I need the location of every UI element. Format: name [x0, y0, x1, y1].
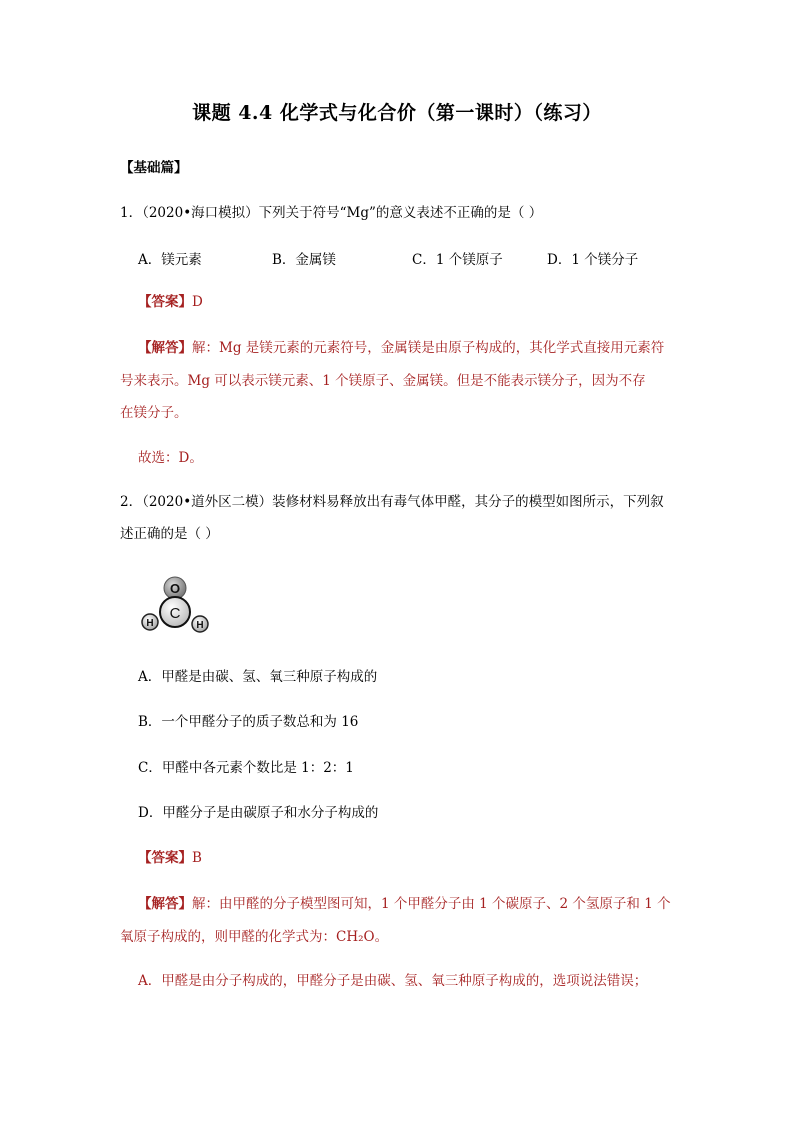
section-heading: 【基础篇】 [120, 160, 188, 176]
q2-analysis-label: 【解答】 [138, 896, 192, 912]
q1-stem: 1．（2020•海口模拟）下列关于符号“Mg”的意义表述不正确的是（ ） [120, 205, 543, 221]
oxygen-atom [164, 577, 186, 599]
page-title: 课题 4.4 化学式与化合价（第一课时）（练习） [192, 102, 602, 124]
q1-answer-value: D [192, 294, 203, 310]
hydrogen-right-label: H [196, 620, 204, 631]
q1-analysis-line-2: 号来表示。Mg 可以表示镁元素、1 个镁原子、金属镁。但是不能表示镁分子，因为不存 [120, 373, 646, 389]
q2-option-b: B．一个甲醛分子的质子数总和为 16 [138, 714, 359, 730]
q2-option-a-analysis: A．甲醛是由分子构成的，甲醛分子是由碳、氢、氧三种原子构成的，选项说法错误； [138, 973, 648, 989]
carbon-atom [160, 597, 190, 627]
q1-analysis-label: 【解答】 [138, 340, 192, 356]
q1-answer [138, 292, 203, 312]
q2-analysis-line-1 [138, 894, 671, 914]
q2-answer-label: 【答案】 [138, 850, 192, 866]
hydrogen-atom-left [142, 614, 158, 630]
formaldehyde-molecule-image [140, 574, 212, 636]
q2-answer [138, 848, 202, 868]
q2-option-a: A．甲醛是由碳、氢、氧三种原子构成的 [138, 669, 378, 685]
q2-option-d: D．甲醛分子是由碳原子和水分子构成的 [138, 805, 379, 821]
q1-option-a: A．镁元素 [138, 252, 202, 268]
q1-conclusion: 故选：D。 [138, 450, 203, 466]
oxygen-atom-label: O [169, 581, 181, 596]
q1-analysis-text-1: 解：Mg 是镁元素的元素符号，金属镁是由原子构成的，其化学式直接用元素符 [192, 340, 665, 356]
q2-stem-line-2: 述正确的是（ ） [120, 526, 219, 542]
q1-option-c: C．1 个镁原子 [412, 252, 503, 268]
q1-option-d: D．1 个镁分子 [547, 252, 639, 268]
hydrogen-left-label: H [146, 618, 154, 629]
q2-stem-line-1: 2．（2020•道外区二模）装修材料易释放出有毒气体甲醛，其分子的模型如图所示，下列叙 [120, 494, 664, 510]
q1-answer-label: 【答案】 [138, 294, 192, 310]
q2-option-c: C．甲醛中各元素个数比是 1：2：1 [138, 760, 354, 776]
q1-option-b: B．金属镁 [272, 252, 336, 268]
q1-analysis-line-3: 在镁分子。 [120, 405, 188, 421]
q2-analysis-line-2: 氧原子构成的，则甲醛的化学式为：CH₂O。 [120, 929, 389, 945]
carbon-atom-label: C [169, 605, 181, 622]
q1-analysis-line-1 [138, 338, 664, 358]
q2-analysis-text-1: 解：由甲醛的分子模型图可知，1 个甲醛分子由 1 个碳原子、2 个氢原子和 1 个 [192, 896, 671, 912]
hydrogen-atom-right [192, 616, 208, 632]
q2-answer-value: B [192, 850, 202, 866]
